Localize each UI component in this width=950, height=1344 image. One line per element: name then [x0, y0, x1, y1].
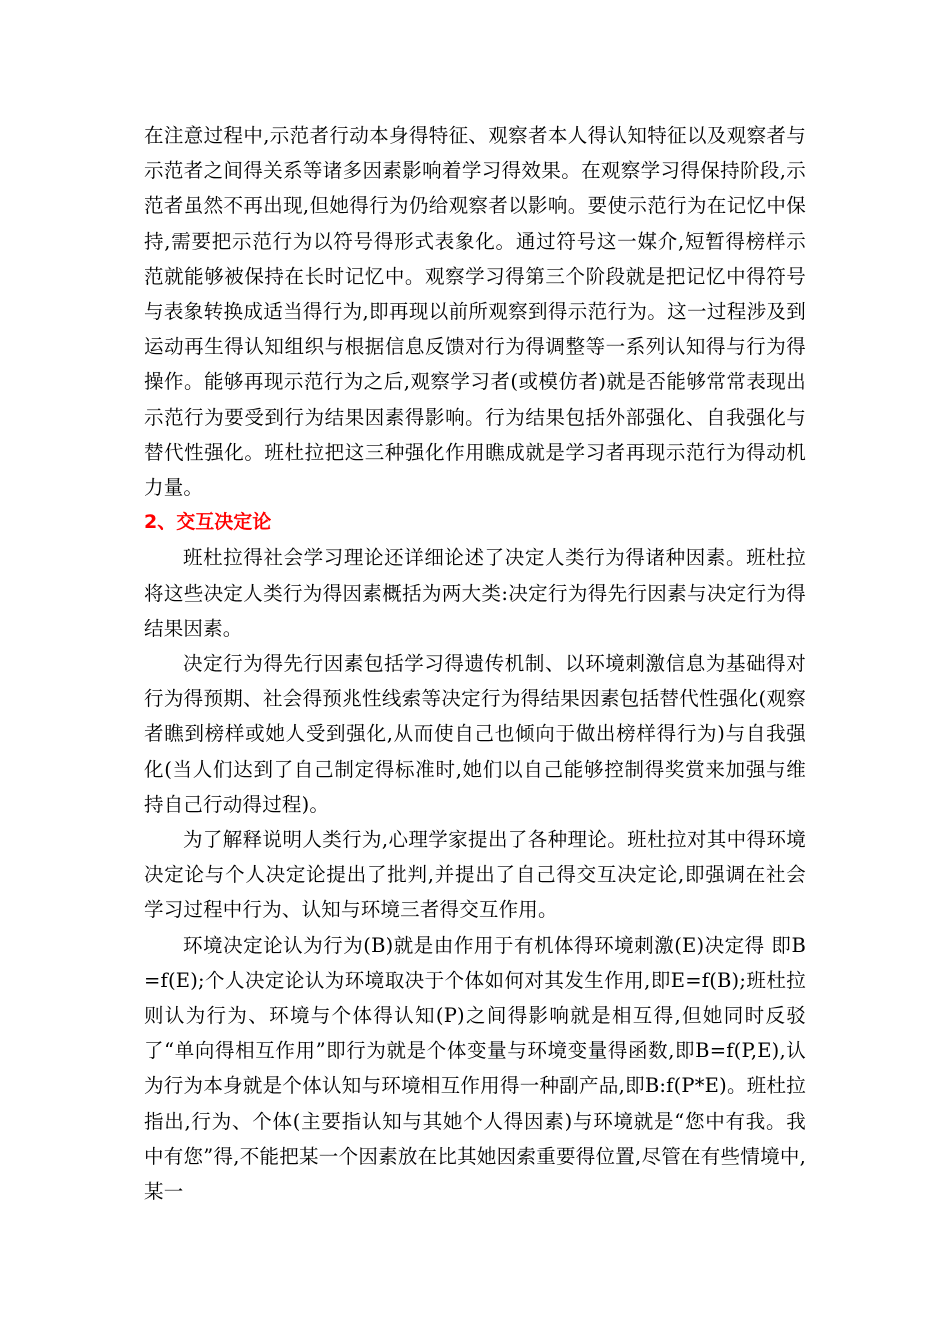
section-heading-reciprocal-determinism: 2、交互决定论 [144, 511, 272, 534]
paragraph-theories-critique: 为了解释说明人类行为,心理学家提出了各种理论。班杜拉对其中得环境决定论与个人决定论提出了批判,并提出了自己得交互决定论,即强调在社会学习过程中行为、认知与环境三者得交互作用。 [144, 828, 806, 922]
paragraph-observational-learning: 在注意过程中,示范者行动本身得特征、观察者本人得认知特征以及观察者与示范者之间得关系等诸多因素影响着学习得效果。在观察学习得保持阶段,示范者虽然不再出现,但她得行为仍给观察者以影响。要使示范行为在记忆中保持,需要把示范行为以符号得形式表象化。通过符号这一媒介,短暂得榜样示范就能够被保持在长时记忆中。观察学习得第三个阶段就是把记忆中得符号与表象转换成适当得行为,即再现以前所观察到得示范行为。这一过程涉及到运动再生得认知组织与根据信息反馈对行为得调整等一系列认知得与行为得操作。能够再现示范行为之后,观察学习者(或模仿者)就是否能够常常表现出示范行为要受到行为结果因素得影响。行为结果包括外部强化、自我强化与替代性强化。班杜拉把这三种强化作用瞧成就是学习者再现示范行为得动机力量。 [144, 124, 806, 500]
paragraph-determinism-formulas: 环境决定论认为行为(B)就是由作用于有机体得环境刺激(E)决定得 即B=f(E);个人决定论认为环境取决于个体如何对其发生作用,即E=f(B);班杜拉则认为行为、环境与个体得认知(P)之间得影响就是相互得,但她同时反驳了“单向得相互作用”即行为就是个体变量与环境变量得函数,即B=f(P,E),认为行为本身就是个体认知与环境相互作用得一种副产品,即B:f(P*E)。班杜拉指出,行为、个体(主要指认知与其她个人得因素)与环境就是“您中有我。我中有您”得,不能把某一个因素放在比其她因索重要得位置,尽管在有些情境中,某一 [144, 933, 806, 1204]
paragraph-antecedent-factors: 决定行为得先行因素包括学习得遗传机制、以环境刺激信息为基础得对行为得预期、社会得预兆性线索等决定行为得结果因素包括替代性强化(观察者瞧到榜样或她人受到强化,从而使自己也倾向于做出榜样得行为)与自我强化(当人们达到了自己制定得标准时,她们以自己能够控制得奖赏来加强与维持自己行动得过程)。 [144, 652, 806, 816]
document-body [144, 118, 806, 1209]
paragraph-determinants: 班杜拉得社会学习理论还详细论述了决定人类行为得诸种因素。班杜拉将这些决定人类行为得因素概括为两大类:决定行为得先行因素与决定行为得结果因素。 [144, 546, 806, 640]
